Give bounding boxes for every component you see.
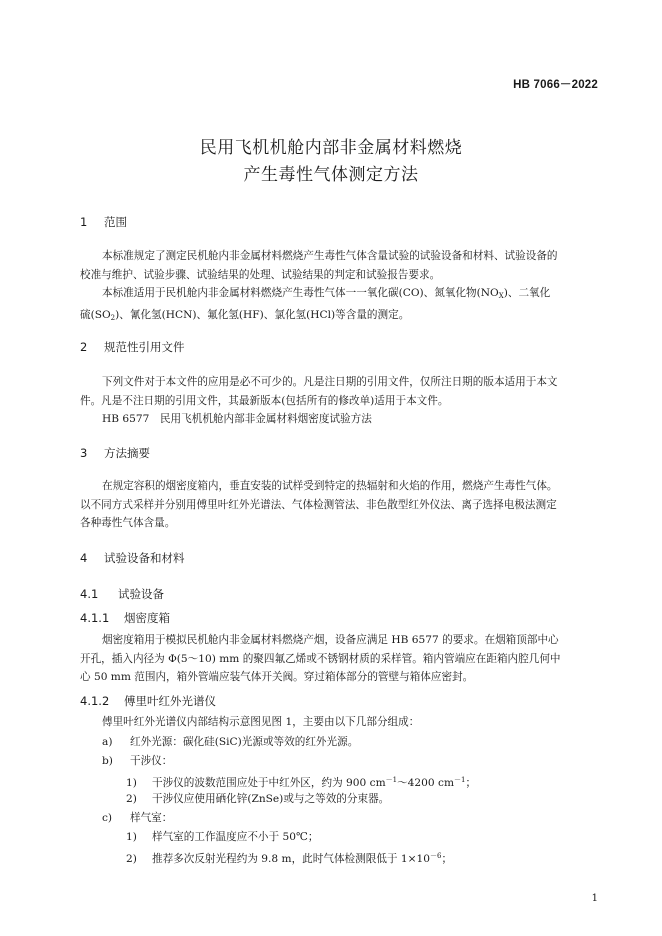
text-line: 下列文件对于本文件的应用是必不可少的。凡是注日期的引用文件，仅所注日期的版本适用于本文	[102, 376, 558, 388]
text-line: 硫$(SO_2)$、氰化氢(HCN)、氟化氢(HF)、氯化氢(HCl)等含量的测定。	[80, 308, 410, 322]
document-title-line1: 民用飞机机舱内部非金属材料燃烧	[199, 138, 463, 158]
document-title-line2: 产生毒性气体测定方法	[243, 165, 419, 185]
section-4-1-1-heading	[80, 610, 170, 626]
section-title: 试验设备	[118, 587, 164, 601]
section-number: 4.1.1	[80, 611, 110, 625]
text-line: 以不同方式采样并分别用傅里叶红外光谱法、气体检测管法、非色散型红外仪法、离子选择电极法测定	[80, 498, 557, 511]
section-4-1-2-intro: 傅里叶红外光谱仪内部结构示意图见图 1，主要由以下几部分组成：	[102, 716, 420, 728]
section-number: 1	[80, 215, 88, 229]
section-4-1-1-paragraph	[80, 631, 602, 687]
section-4-1-heading	[80, 586, 164, 602]
section-3-heading	[80, 445, 150, 461]
text-line: 各种毒性气体含量。	[80, 517, 176, 529]
section-title: 方法摘要	[104, 446, 150, 460]
list-item-b-2: 2) 干涉仪应使用硒化锌(ZnSe)或与之等效的分束器。	[126, 793, 390, 805]
list-item-c-1: 1) 样气室的工作温度应不小于 50℃；	[126, 831, 319, 843]
section-1-paragraph-1	[80, 247, 602, 284]
text-line: 开孔，插入内径为 Φ(5～10) mm 的聚四氟乙烯或不锈钢材质的采样管。箱内管端应在距箱内腔几何中	[80, 652, 561, 665]
section-4-heading	[80, 550, 185, 566]
text-line: 心 50 mm 范围内，箱外管端应装气体开关阀。穿过箱体部分的管壁与箱体应密封。	[80, 671, 474, 683]
section-number: 3	[80, 446, 88, 460]
normative-reference: HB 6577 民用飞机机舱内部非金属材料烟密度试验方法	[102, 413, 372, 425]
standard-code: HB 7066－2022	[513, 79, 598, 91]
section-4-1-2-heading	[80, 693, 216, 709]
section-1-heading	[80, 214, 127, 230]
section-title: 试验设备和材料	[104, 551, 185, 565]
section-2-heading	[80, 339, 185, 355]
page-number: 1	[591, 893, 598, 904]
text-line: 在规定容积的烟密度箱内，垂直安装的试样受到特定的热辐射和火焰的作用，燃烧产生毒性气体。	[102, 480, 558, 492]
section-number: 4.1	[80, 587, 99, 601]
text-line: 件。凡是不注日期的引用文件，其最新版本(包括所有的修改单)适用于本文件。	[80, 394, 449, 407]
text-line: 本标准规定了测定民机舱内非金属材料燃烧产生毒性气体含量试验的试验设备和材料、试验设备的	[102, 250, 558, 262]
section-number: 2	[80, 340, 88, 354]
text-line: 校准与维护、试验步骤、试验结果的处理、试验结果的判定和试验报告要求。	[80, 268, 441, 281]
list-item-b: b) 干涉仪：	[102, 755, 173, 767]
section-title: 规范性引用文件	[104, 340, 185, 354]
section-1-paragraph-2	[80, 284, 602, 327]
section-number: 4	[80, 551, 88, 565]
text-line: 烟密度箱用于模拟民机舱内非金属材料燃烧产烟，设备应满足 HB 6577 的要求。在烟箱顶部中心	[102, 634, 559, 646]
section-number: 4.1.2	[80, 694, 110, 708]
list-item-c: c) 样气室：	[102, 812, 173, 824]
section-title: 傅里叶红外光谱仪	[124, 694, 216, 708]
list-item-b-1: 1) 干涉仪的波数范围应处于中红外区，约为 900 $cm^{-1}\sim 4200$ $cm^{-1}$；	[126, 776, 477, 789]
list-item-a: a) 红外光源：碳化硅(SiC)光源或等效的红外光源。	[102, 736, 359, 748]
section-title: 范围	[104, 215, 127, 229]
text-line: 本标准适用于民机舱内非金属材料燃烧产生毒性气体一一氧化碳(CO)、氮氧化物$(NO_X)$、二氧化	[102, 287, 551, 300]
list-item-c-2: 2) 推荐多次反射光程约为 9.8 m，此时气体检测限低于 $1\times 10^{-6}$；	[126, 852, 453, 865]
section-title: 烟密度箱	[124, 611, 170, 625]
section-2-paragraph-1	[80, 373, 602, 429]
section-3-paragraph-1	[80, 477, 602, 533]
